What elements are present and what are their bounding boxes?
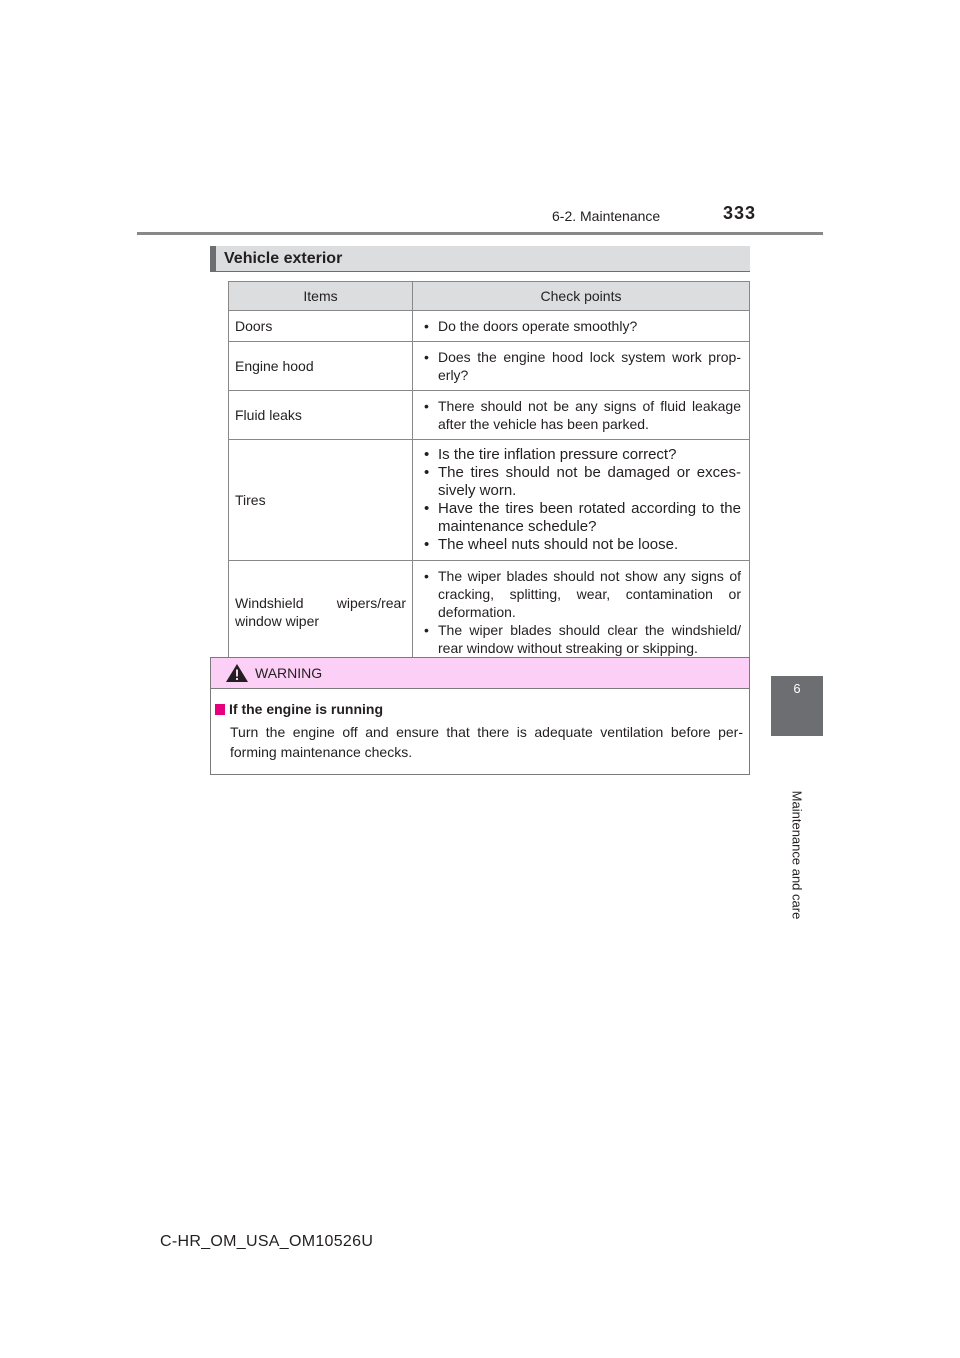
- table-row: [229, 342, 750, 391]
- check-points-cell: [413, 561, 750, 664]
- item-cell: Engine hood: [229, 342, 413, 391]
- check-points-cell: [413, 311, 750, 342]
- check-point: • Do the doors operate smoothly?: [424, 317, 741, 335]
- table-row: [229, 311, 750, 342]
- check-points-cell: [413, 391, 750, 440]
- warning-header: [211, 658, 749, 689]
- warning-triangle-icon: [225, 663, 249, 683]
- item-cell: Windshield wipers/rear window wiper: [229, 561, 413, 664]
- check-point: • Is the tire inflation pressure correct?: [424, 446, 741, 464]
- check-point: • The wiper blades should not show any signs of cracking, splitting, wear, contamination or deformation.: [424, 567, 741, 621]
- check-point: • Have the tires been rotated according to the maintenance schedule?: [424, 500, 741, 536]
- check-table: [228, 281, 750, 664]
- header-section-title: 6-2. Maintenance: [552, 208, 661, 224]
- column-header-check-points: Check points: [413, 282, 750, 311]
- table-row: [229, 391, 750, 440]
- warning-subheading-text: If the engine is running: [229, 701, 383, 717]
- header-rule: [137, 232, 823, 235]
- document-code: C-HR_OM_USA_OM10526U: [160, 1233, 374, 1250]
- section-heading-bar: [210, 246, 750, 272]
- table-row: [229, 440, 750, 561]
- column-header-items: Items: [229, 282, 413, 311]
- warning-subheading: [215, 701, 383, 717]
- check-point: • There should not be any signs of fluid leakage after the vehicle has been parked.: [424, 397, 741, 433]
- bullet-square-icon: [215, 704, 225, 715]
- chapter-number: 6: [793, 681, 801, 696]
- item-cell: Tires: [229, 440, 413, 561]
- section-heading-marker: [210, 246, 216, 272]
- warning-box: [210, 657, 750, 775]
- item-cell: Doors: [229, 311, 413, 342]
- warning-title: WARNING: [255, 665, 323, 681]
- table-header-row: [229, 282, 750, 311]
- table-row: [229, 561, 750, 664]
- warning-body: Turn the engine off and ensure that there is adequate ventilation before per-forming maintenance checks.: [230, 724, 743, 760]
- item-cell: Fluid leaks: [229, 391, 413, 440]
- section-heading-rule: [210, 271, 750, 272]
- page-number: 333: [723, 203, 757, 223]
- check-point: • Does the engine hood lock system work prop-erly?: [424, 348, 741, 384]
- check-point: • The tires should not be damaged or exces-sively worn.: [424, 464, 741, 500]
- chapter-label: Maintenance and care: [789, 790, 805, 920]
- check-point: • The wiper blades should clear the windshield/ rear window without streaking or skipping.: [424, 621, 741, 657]
- check-points-cell: [413, 342, 750, 391]
- check-point: • The wheel nuts should not be loose.: [424, 536, 741, 554]
- check-points-cell: [413, 440, 750, 561]
- section-heading: Vehicle exterior: [224, 250, 343, 267]
